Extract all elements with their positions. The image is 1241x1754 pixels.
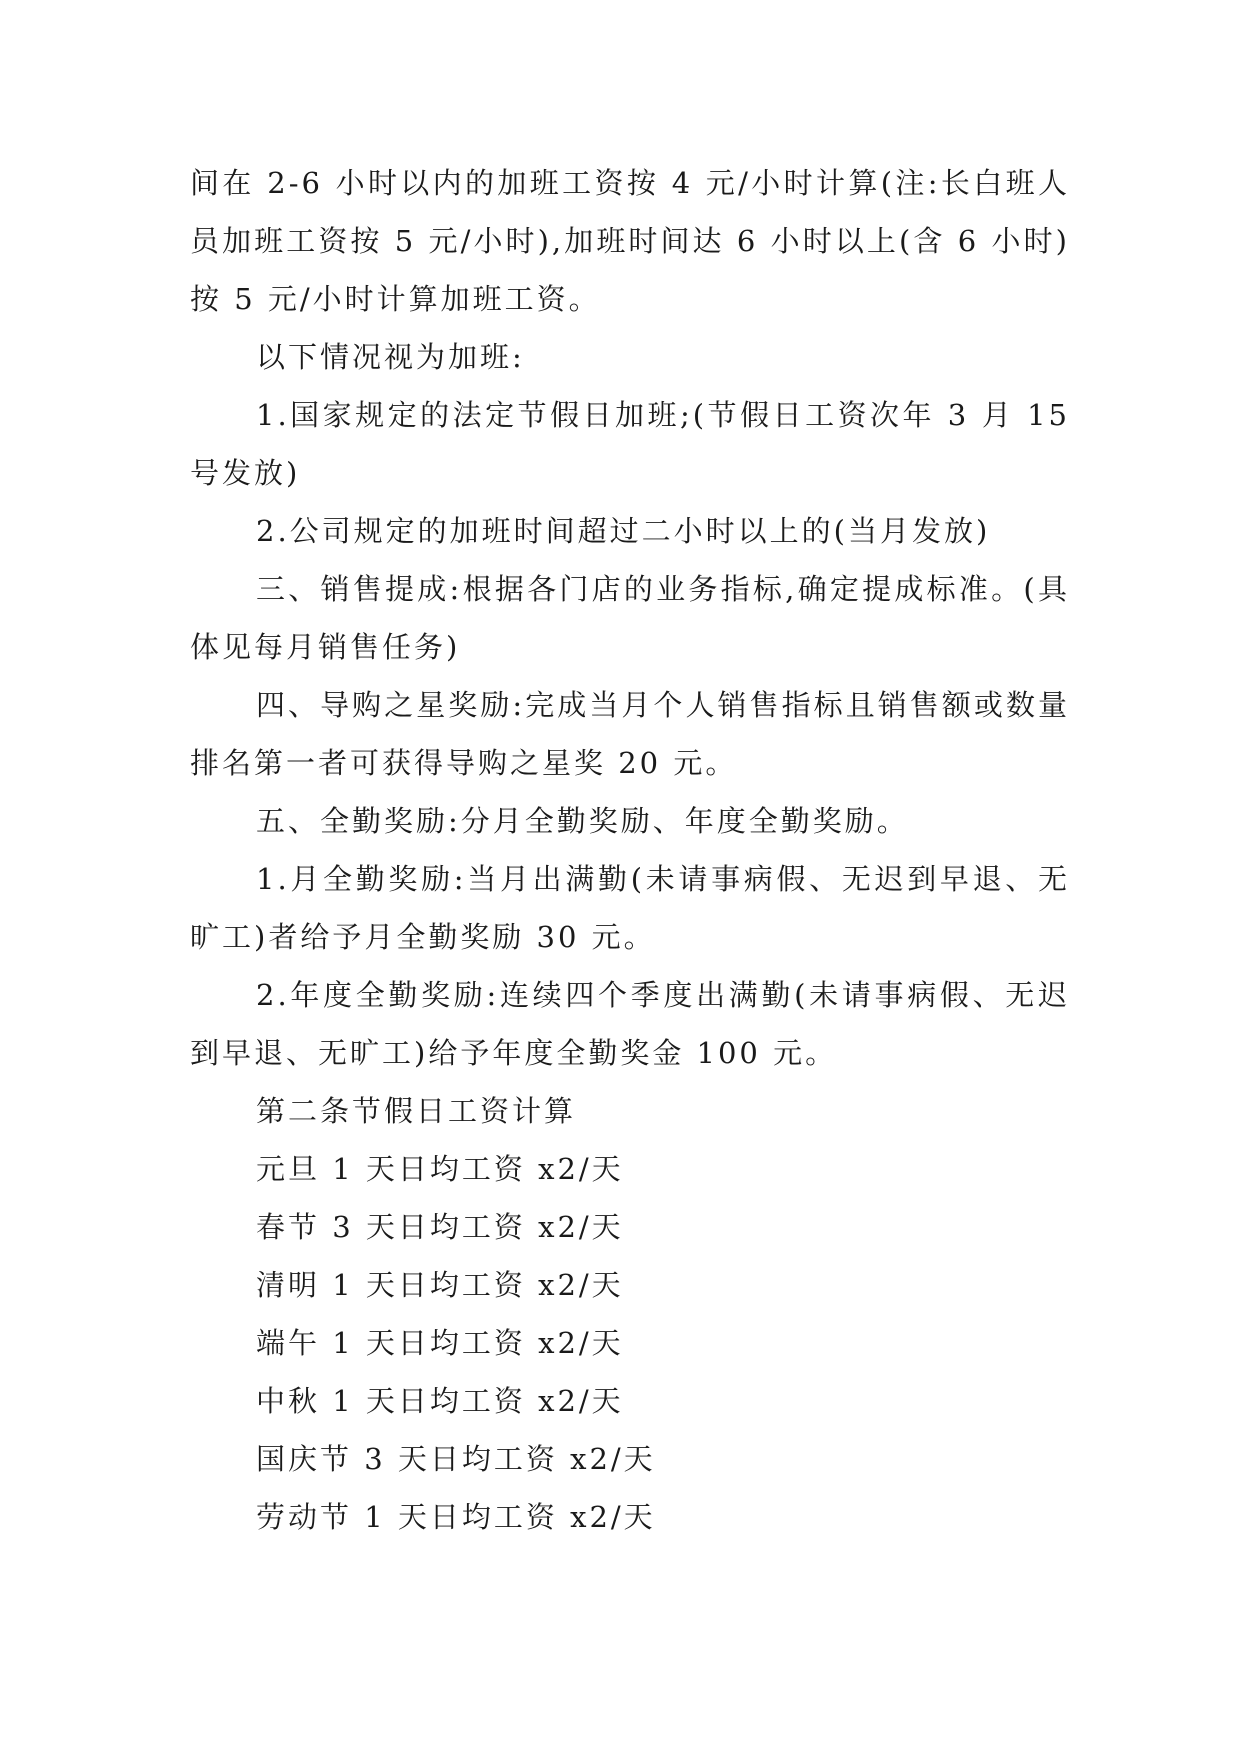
paragraph-overtime-rates: 间在 2-6 小时以内的加班工资按 4 元/小时计算(注:长白班人员加班工资按 5 元/小时),加班时间达 6 小时以上(含 6 小时)按 5 元/小时计算加班工资。 [190, 166, 1070, 316]
holiday-row-new-year: 元旦 1 天日均工资 x2/天 [256, 1152, 624, 1186]
paragraph-annual-attendance: 2.年度全勤奖励:连续四个季度出满勤(未请事病假、无迟到早退、无旷工)给予年度全勤奖金 100 元。 [190, 978, 1070, 1070]
paragraph-sales-commission: 三、销售提成:根据各门店的业务指标,确定提成标准。(具体见每月销售任务) [190, 572, 1070, 664]
paragraph-monthly-attendance: 1.月全勤奖励:当月出满勤(未请事病假、无迟到早退、无旷工)者给予月全勤奖励 30 元。 [190, 862, 1070, 954]
holiday-row-qingming: 清明 1 天日均工资 x2/天 [256, 1268, 624, 1302]
holiday-row-labor-day: 劳动节 1 天日均工资 x2/天 [256, 1500, 656, 1534]
paragraph-legal-holiday-overtime: 1.国家规定的法定节假日加班;(节假日工资次年 3 月 15 号发放) [190, 398, 1070, 490]
paragraph-company-overtime: 2.公司规定的加班时间超过二小时以上的(当月发放) [256, 514, 991, 548]
holiday-row-mid-autumn: 中秋 1 天日均工资 x2/天 [256, 1384, 624, 1418]
holiday-row-dragon-boat: 端午 1 天日均工资 x2/天 [256, 1326, 624, 1360]
paragraph-star-guide-award: 四、导购之星奖励:完成当月个人销售指标且销售额或数量排名第一者可获得导购之星奖 20 元。 [190, 688, 1070, 780]
holiday-row-national-day: 国庆节 3 天日均工资 x2/天 [256, 1442, 656, 1476]
paragraph-overtime-cases-heading: 以下情况视为加班: [256, 340, 525, 374]
document-body [190, 154, 1070, 1546]
holiday-row-spring-festival: 春节 3 天日均工资 x2/天 [256, 1210, 624, 1244]
section-heading-holiday-pay: 第二条节假日工资计算 [256, 1094, 577, 1128]
paragraph-attendance-award: 五、全勤奖励:分月全勤奖励、年度全勤奖励。 [256, 804, 909, 838]
